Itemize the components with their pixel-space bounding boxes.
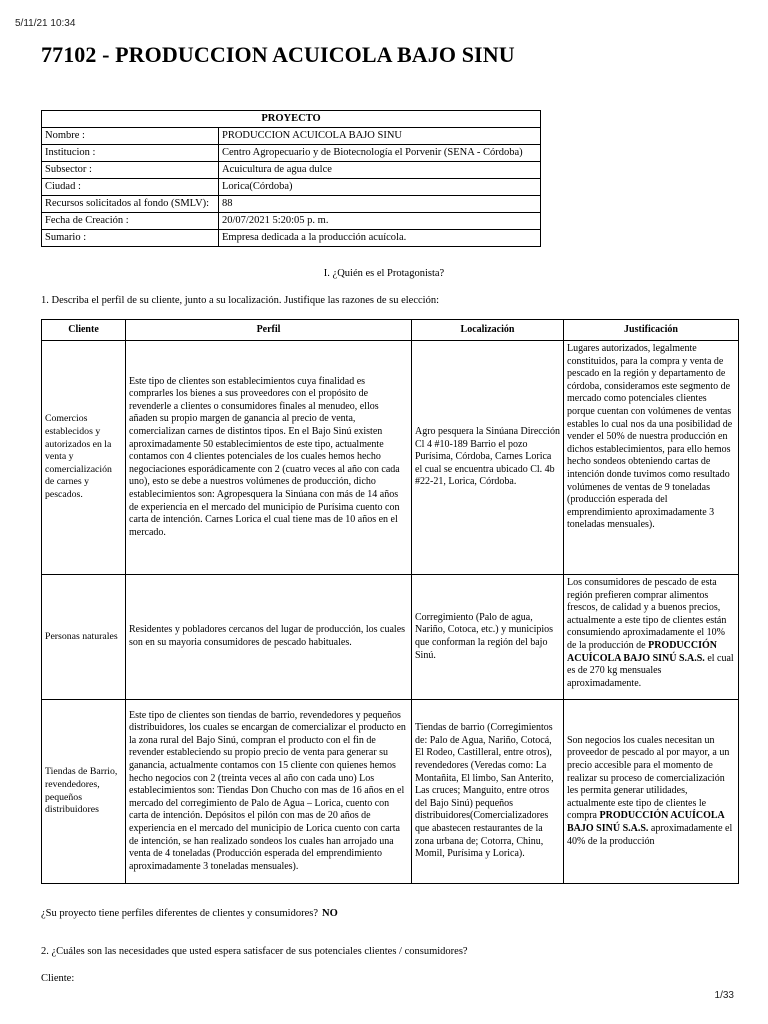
field-value: Centro Agropecuario y de Biotecnología el Porvenir (SENA - Córdoba) [219, 145, 541, 162]
cliente-cell: Personas naturales [42, 575, 126, 700]
clients-table-header [42, 320, 739, 341]
perfil-cell: Este tipo de clientes son tiendas de barrio, revendedores y pequeños distribuidores, los cuales se encargan de comercializar el producto en la zona rural del Bajo Sinú, compran el producto con el fin de revender estableciendo su propio precio de venta para generar su ganancia, actualmente contamos con 15 cliente con quienes hemos hecho negocios con 2 (treinta veces al año con cada uno) Los establecimientos son: Tiendas Don Chucho con mas de 16 años en el mercado del corregimiento de Palo de Agua – Lorica, cuento con carta de intención. Depósitos el pilón con mas de 20 años de experiencia en el mercado del municipio de Lorica cuento con carta de intención, se han realizado sondeos los cuales han arrojado una venta de 4 toneladas (Producción esperada del emprendimiento aproximadamente 3 toneladas mensuales). [126, 700, 412, 884]
project-row-institucion [42, 145, 541, 162]
field-value: 20/07/2021 5:20:05 p. m. [219, 213, 541, 230]
justificacion-cell: Lugares autorizados, legalmente constituidos, para la compra y venta de pescado en la región y departamento de córdoba, consideramos este segmento de mercado como potenciales clientes porque cuentan con volúmenes de ventas estables lo cual nos da una posibilidad de vender el 50% de nuestra producción en dichos establecimientos, para ello hemos hecho sondeos obteniendo cartas de intención donde tuvimos como resultado volúmenes de ventas de 9 toneladas (producción esperada del emprendimiento aproximadamente 3 toneladas mensuales). [564, 341, 739, 575]
header-perfil: Perfil [126, 320, 412, 341]
page-number: 1/33 [714, 990, 734, 1001]
question-1: 1. Describa el perfil de su cliente, junto a su localización. Justifique las razones de su elección: [41, 295, 439, 306]
table-row [42, 575, 739, 700]
field-label: Fecha de Creación : [42, 213, 219, 230]
field-label: Nombre : [42, 128, 219, 145]
field-label: Ciudad : [42, 179, 219, 196]
localizacion-cell: Corregimiento (Palo de agua, Nariño, Cotoca, etc.) y municipios que conforman la región del bajo Sinú. [412, 575, 564, 700]
profiles-question [41, 908, 338, 919]
field-value: PRODUCCION ACUICOLA BAJO SINU [219, 128, 541, 145]
project-row-subsector [42, 162, 541, 179]
field-label: Institucion : [42, 145, 219, 162]
header-justificacion: Justificación [564, 320, 739, 341]
field-label: Sumario : [42, 230, 219, 247]
project-info-table [41, 110, 541, 247]
print-timestamp: 5/11/21 10:34 [15, 18, 76, 29]
header-localizacion: Localización [412, 320, 564, 341]
field-label: Subsector : [42, 162, 219, 179]
project-row-fecha [42, 213, 541, 230]
field-value: Lorica(Córdoba) [219, 179, 541, 196]
justificacion-text: el cual es de 270 kg mensuales aproximadamente. [567, 652, 734, 689]
perfil-cell: Este tipo de clientes son establecimientos cuya finalidad es comprarles los bienes a sus proveedores con el propósito de revenderle a clientes o consumidores finales al menudeo, ellos añaden su propio margen de ganancia al precio de venta, comercializan carnes de distintos tipos. En el Bajo Sinú existen aproximadamente 50 establecimientos de este tipo, actualmente contamos con 4 clientes potenciales de los cuales hemos hecho negociaciones esporádicamente con 2 (cuatro veces al año con cada uno), esto se debe a nuestros volúmenes de producción, dicho establecimientos son: Agropesquera la Sinúana con más de 14 años de experiencia en el mercado del municipio de Purísima cuento con carta de intención. Carnes Lorica el cual tiene mas de 10 años en el mercado. [126, 341, 412, 575]
justificacion-text: Son negocios los cuales necesitan un proveedor de pescado al por mayor, a un precio accesible para el momento de realizar su proceso de comercialización les permita generar utilidades, actualmente este tipo de clientes le compra [567, 734, 730, 822]
justificacion-text: aproximadamente el 40% de la producción [567, 822, 733, 847]
table-row [42, 341, 739, 575]
localizacion-cell: Tiendas de barrio (Corregimientos de: Palo de Agua, Nariño, Cotocá, El Rodeo, Castilleral, entre otros), revendedores (Veredas como: La Montañita, El limbo, San Anterito, Las cruces; Manguito, entre otros del Bajo Sinú) pequeños distribuidores(Comercializadores que abastecen restaurantes de la zona urbana de; Cotorra, Chinu, Momil, Purísima y Lorica). [412, 700, 564, 884]
justificacion-cell [564, 575, 739, 700]
justificacion-cell [564, 700, 739, 884]
company-name: PRODUCCIÓN ACUÍCOLA BAJO SINÚ S.A.S. [567, 639, 717, 664]
justificacion-text: Los consumidores de pescado de esta región prefieren comprar alimentos frescos, de calidad y a buenos precios, actualmente a este tipo de clientes están consumiendo aproximadamente el 10% de la producción de [567, 577, 727, 651]
profiles-answer: NO [321, 908, 338, 919]
field-value: Empresa dedicada a la producción acuícola. [219, 230, 541, 247]
table-row [42, 700, 739, 884]
localizacion-cell: Agro pesquera la Sinúana Dirección Cl 4 #10-189 Barrio el pozo Purísima, Córdoba, Carnes Lorica el cual se encuentra ubicado Cl. 4b #22-21, Lorica, Córdoba. [412, 341, 564, 575]
clients-table [41, 319, 739, 884]
project-table-heading: PROYECTO [42, 111, 541, 128]
cliente-cell: Tiendas de Barrio, revendedores, pequeños distribuidores [42, 700, 126, 884]
company-name: PRODUCCIÓN ACUÍCOLA BAJO SINÚ S.A.S. [567, 810, 725, 834]
project-row-recursos [42, 196, 541, 213]
profiles-question-text: ¿Su proyecto tiene perfiles diferentes de clientes y consumidores? [41, 908, 318, 919]
project-row-ciudad [42, 179, 541, 196]
project-row-nombre [42, 128, 541, 145]
perfil-cell: Residentes y pobladores cercanos del lugar de producción, los cuales son en su mayoria consumidores de pescado habituales. [126, 575, 412, 700]
section-title: I. ¿Quién es el Protagonista? [323, 268, 445, 279]
page-title: 77102 - PRODUCCION ACUICOLA BAJO SINU [41, 42, 515, 67]
field-label: Recursos solicitados al fondo (SMLV): [42, 196, 219, 213]
field-value: Acuicultura de agua dulce [219, 162, 541, 179]
header-cliente: Cliente [42, 320, 126, 341]
cliente-label: Cliente: [41, 973, 75, 984]
project-row-sumario [42, 230, 541, 247]
question-2: 2. ¿Cuáles son las necesidades que usted espera satisfacer de sus potenciales clientes / consumidores? [41, 946, 468, 957]
cliente-cell: Comercios establecidos y autorizados en la venta y comercialización de carnes y pescados. [42, 341, 126, 575]
field-value: 88 [219, 196, 541, 213]
